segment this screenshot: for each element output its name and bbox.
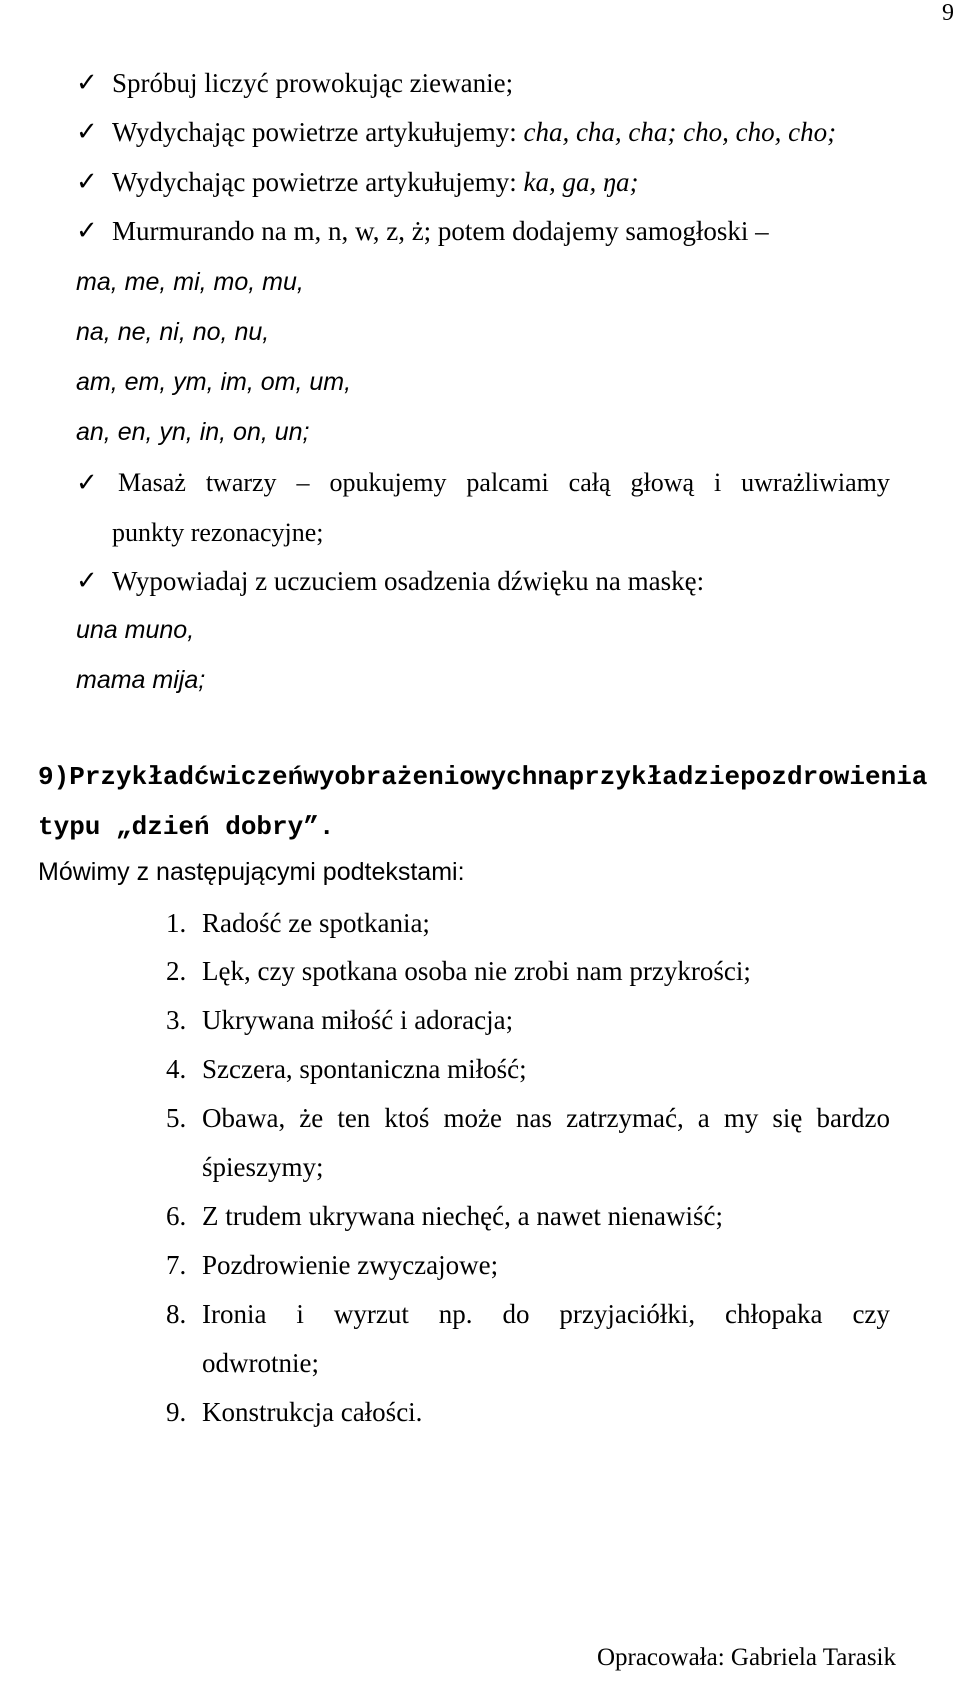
checklist-item-3-text: Wydychając powietrze artykułujemy:: [112, 167, 524, 197]
word: przyjaciółki,: [559, 1299, 696, 1329]
list-number: 7.: [166, 1250, 187, 1280]
word: Masaż: [118, 468, 186, 497]
footer-author: Opracowała: Gabriela Tarasik: [596, 1644, 896, 1671]
word: palcami: [466, 468, 549, 497]
word: Przykład: [69, 762, 195, 792]
word: wyobrażeniowych: [303, 762, 538, 792]
word: a: [697, 1103, 710, 1133]
list-text: Radość ze spotkania;: [202, 908, 430, 938]
checklist-item-3-italic: ka, ga, ŋa;: [523, 167, 639, 197]
list-number: 9.: [166, 1397, 187, 1427]
word: ten: [337, 1103, 371, 1133]
word: opukujemy: [329, 468, 447, 497]
checkmark-icon: ✓: [76, 468, 98, 498]
list-text: Lęk, czy spotkana osoba nie zrobi nam przykrości;: [202, 956, 751, 986]
word: 9): [38, 762, 70, 792]
list-item-continuation: śpieszymy;: [202, 1152, 324, 1182]
list-item: [166, 1201, 723, 1232]
checkmark-icon: ✓: [76, 566, 98, 596]
word: do: [502, 1299, 530, 1329]
mask-example-1: una muno,: [76, 616, 195, 644]
word: że: [299, 1103, 324, 1133]
word: głową: [630, 468, 695, 497]
checklist-item-2-italic: cha, cha, cha; cho, cho, cho;: [523, 117, 837, 147]
list-item-continuation: odwrotnie;: [202, 1348, 319, 1378]
syllable-line-2: na, ne, ni, no, nu,: [76, 318, 270, 346]
checkmark-icon: ✓: [76, 216, 98, 246]
list-text: [202, 1103, 890, 1134]
word: przykładzie: [568, 762, 741, 792]
section-intro: Mówimy z następującymi podtekstami:: [38, 858, 465, 886]
page-number: 9: [942, 0, 954, 26]
list-text: [202, 1299, 890, 1330]
syllable-line-4: an, en, yn, in, on, un;: [76, 418, 310, 446]
massage-line-2: punkty rezonacyjne;: [112, 518, 324, 547]
word: chłopaka: [725, 1299, 823, 1329]
section-heading-line-2: typu „dzień dobry”.: [38, 812, 335, 842]
list-item: [166, 1054, 527, 1085]
word: się: [772, 1103, 803, 1133]
word: nas: [516, 1103, 552, 1133]
checkmark-icon: ✓: [76, 117, 98, 147]
list-item: [166, 1005, 513, 1036]
section-heading-line-1: [38, 762, 928, 792]
word: Obawa,: [202, 1103, 286, 1133]
checkmark-icon: ✓: [76, 167, 98, 197]
massage-line-1: [118, 468, 890, 498]
list-item: [166, 956, 751, 987]
checkmark-icon: ✓: [76, 68, 98, 98]
word: bardzo: [816, 1103, 890, 1133]
list-text: Z trudem ukrywana niechęć, a nawet nienawiść;: [202, 1201, 724, 1231]
list-number: 3.: [166, 1005, 187, 1035]
word: –: [296, 468, 310, 497]
word: pozdrowienia: [740, 762, 928, 792]
word: ćwiczeń: [194, 762, 304, 792]
list-item: [166, 1397, 422, 1428]
mask-text: Wypowiadaj z uczuciem osadzenia dźwięku na maskę:: [112, 566, 705, 596]
word: twarzy: [205, 468, 277, 497]
word: zatrzymać,: [566, 1103, 684, 1133]
list-number: 6.: [166, 1201, 187, 1231]
list-item: [166, 1299, 890, 1330]
checklist-item-4: Murmurando na m, n, w, z, ż; potem dodajemy samogłoski –: [112, 216, 769, 246]
word: np.: [438, 1299, 473, 1329]
word: Ironia: [202, 1299, 267, 1329]
word: i: [713, 468, 722, 497]
list-number: 8.: [166, 1299, 187, 1329]
word: może: [443, 1103, 502, 1133]
list-item: [166, 1250, 498, 1281]
checklist-item-2: [112, 117, 836, 148]
word: ktoś: [384, 1103, 430, 1133]
list-text: Ukrywana miłość i adoracja;: [202, 1005, 514, 1035]
list-number: 1.: [166, 908, 187, 938]
list-text: Konstrukcja całości.: [202, 1397, 423, 1427]
word: całą: [568, 468, 611, 497]
word: czy: [852, 1299, 890, 1329]
mask-example-2: mama mija;: [76, 666, 206, 694]
checklist-item-3: [112, 167, 638, 198]
word: i: [296, 1299, 304, 1329]
syllable-line-3: am, em, ym, im, om, um,: [76, 368, 352, 396]
list-number: 4.: [166, 1054, 187, 1084]
list-number: 5.: [166, 1103, 187, 1133]
word: my: [723, 1103, 759, 1133]
list-text: Szczera, spontaniczna miłość;: [202, 1054, 527, 1084]
list-item: [166, 1103, 890, 1134]
word: na: [537, 762, 569, 792]
list-item: [166, 908, 430, 939]
checklist-item-2-text: Wydychając powietrze artykułujemy:: [112, 117, 524, 147]
syllable-line-1: ma, me, mi, mo, mu,: [76, 268, 304, 296]
list-number: 2.: [166, 956, 187, 986]
checklist-item-1: Spróbuj liczyć prowokując ziewanie;: [112, 68, 514, 98]
list-text: Pozdrowienie zwyczajowe;: [202, 1250, 499, 1280]
word: uwrażliwiamy: [741, 468, 890, 497]
word: wyrzut: [333, 1299, 409, 1329]
